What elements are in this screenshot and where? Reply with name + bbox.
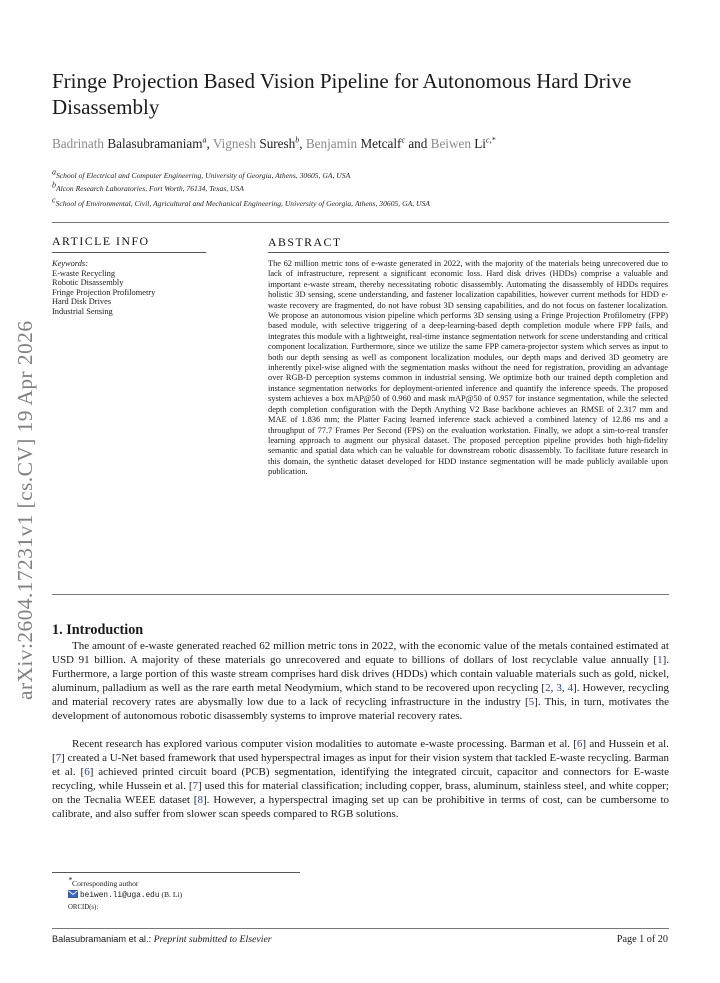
body-text: ] created a U-Net based framework that used hyperspectral images as input for their vision system that tackled E-waste recycling. Barman et al. [ bbox=[52, 751, 669, 778]
citation-link[interactable]: 6 bbox=[576, 738, 583, 750]
orcid-line: ORCID(s): bbox=[68, 904, 99, 911]
keyword: Industrial Sensing bbox=[52, 306, 113, 316]
body-text: , bbox=[561, 681, 568, 694]
author-given-name: Benjamin bbox=[305, 136, 361, 151]
author bbox=[431, 136, 496, 151]
author-family-name: Metcalf bbox=[360, 136, 402, 151]
author bbox=[306, 136, 431, 151]
body-text: ]. However, recycling and material recovery rates are abysmally low due to a lack of recycling infrastructure in the industry [ bbox=[52, 681, 670, 708]
author bbox=[213, 136, 306, 151]
footer-rule bbox=[52, 928, 669, 929]
paper-title: Fringe Projection Based Vision Pipeline for Autonomous Hard Drive Disassembly bbox=[52, 69, 632, 119]
header-divider bbox=[52, 222, 669, 223]
author-family-name: Suresh bbox=[259, 136, 296, 151]
body-text: ]. However, a hyperspectral imaging set up can be prohibitive in terms of cost, can be cumbersome to calibrate, and also suffer from slower scan speeds compared to RGB solutions. bbox=[52, 793, 669, 820]
author bbox=[52, 136, 213, 151]
author-affiliation-marker: a bbox=[202, 135, 207, 145]
body-text: , bbox=[550, 681, 557, 694]
keywords-label: Keywords: bbox=[52, 259, 88, 268]
author-given-name: Vignesh bbox=[212, 136, 260, 151]
author-affiliation-marker: b bbox=[295, 135, 300, 145]
body-text: ]. This, in turn, motivates the development of autonomous robotic disassembly systems to improve material recovery rates. bbox=[52, 695, 669, 722]
citation-link[interactable]: 6 bbox=[84, 765, 90, 778]
arxiv-identifier: arXiv:2604.17231v1 [cs.CV] 19 Apr 2026 bbox=[13, 320, 37, 700]
page-number: Page 1 of 20 bbox=[616, 934, 668, 945]
intro-paragraph-2 bbox=[52, 738, 669, 821]
email-line: beiwen.li@uga.edu (B. Li) bbox=[68, 889, 182, 902]
email-link[interactable]: beiwen.li@uga.edu bbox=[80, 892, 160, 900]
body-text: ]. Furthermore, a large portion of this waste stream comprises hard disk drives (HDDs) which contain valuable materials such as gold, nickel, aluminum, palladium as well as the rare earth metal Neodymium, which stand to be recovered upon recycling [ bbox=[52, 653, 669, 694]
body-text: ] achieved printed circuit board (PCB) segmentation, identifying the integrated circuit, capacitor and connectors for E-waste recycling, while Hussein et al. [ bbox=[52, 765, 669, 792]
keyword: Fringe Projection Profilometry bbox=[52, 287, 156, 297]
footnote bbox=[68, 875, 183, 913]
body-text: Recent research has explored various computer vision modalities to automate e-waste processing. Barman et al. [ bbox=[72, 738, 577, 750]
abstract-divider bbox=[52, 594, 669, 595]
author-affiliation-marker: c,* bbox=[485, 135, 496, 145]
citation-link[interactable]: 2 bbox=[545, 681, 551, 694]
citation-link[interactable]: 1 bbox=[657, 653, 663, 666]
affiliation-a: $^a$School of Electrical and Computer Engineering, University of Georgia, Athens, 30605, GA, USA bbox=[52, 167, 351, 180]
abstract-text: The 62 million metric tons of e-waste generated in 2022, with the majority of the materials being unrecovered due to lack of infrastructure, represent a significant economic loss. Hard disk drives (HDDs) comprise a valuable and important e-waste stream, thereby necessitating robotic disassembly. Automating the disassembly of HDDs requires holistic 3D sensing, scene understanding, and fastener localization capabilities, however current methods for HDD e-waste recovery are fragmented, do not have robust 3D sensing capabilities, and do not focus on fastener localization. We propose an autonomous vision pipeline which performs 3D sensing using a Fringe Projection Profilometry (FPP) based module, with selective triggering of a deep-learning-based depth completion module where FPP fails, and integrates this module with a lightweight, real-time instance segmentation network for scene understanding and critical component localization. Furthermore, since we utilize the same FPP camera-projector system which serves as input to both our depth sensing as well as component localization modules, our depth maps and derived 3D geometry are inherently pixel-wise aligned with the segmentation masks without the need for registration, providing an advantage over RGB-D perception systems common in industrial sensing. We optimize both our trained depth completion and instance segmentation networks for deployment-oriented inference and quantify the inference speeds. The proposed system achieves a box mAP@50 of 0.960 and mask mAP@50 of 0.957 for instance segmentation, while the selected depth completion configuration with the Depth Anything V2 Base backbone achieves an RMSE of 2.317 mm and MAE of 1.836 mm; the Platter Facing learned inference stack achieved a combined latency of 12.86 ms and a throughput of 77.7 Frames Per Second (FPS) on the evaluation workstation. Finally, we adopt a sim-to-real transfer learning approach to augment our physical dataset. The proposed perception pipeline provides both high-fidelity semantic and spatial data which can be valuable for downstream robotic disassembly. To facilitate future research in this domain, the synthetic dataset developed for HDD instance segmentation will be made publicly available upon publication. bbox=[268, 259, 668, 477]
author-affiliation-marker: c bbox=[401, 135, 406, 145]
affiliation-c: $^c$School of Environmental, Civil, Agricultural and Mechanical Engineering, University of Georgia, Athens, 30605, GA, USA bbox=[52, 195, 430, 208]
body-text: ] and Hussein et al. [ bbox=[52, 738, 669, 764]
footer-citation: Balasubramaniam et al.: Preprint submitted to Elsevier bbox=[52, 934, 272, 945]
intro-paragraph-1 bbox=[52, 640, 669, 723]
envelope-icon bbox=[68, 890, 78, 901]
section-heading-introduction: 1. Introduction bbox=[52, 622, 144, 638]
author-separator: , bbox=[299, 136, 306, 151]
footnote-rule bbox=[52, 872, 300, 873]
keyword: Hard Disk Drives bbox=[52, 297, 112, 307]
article-info-heading: ARTICLE INFO bbox=[52, 234, 150, 248]
author-given-name: Badrinath bbox=[52, 136, 108, 151]
keywords-block bbox=[52, 259, 212, 317]
citation-link[interactable]: 3 bbox=[556, 681, 562, 694]
author-separator: and bbox=[405, 136, 431, 151]
corresponding-author-note: *Corresponding author bbox=[68, 875, 139, 888]
author-separator: , bbox=[206, 136, 213, 151]
author-list bbox=[52, 136, 672, 152]
body-text: The amount of e-waste generated reached 62 million metric tons in 2022, with the economic value of the metals contained estimated at USD 91 billion. A majority of these materials go unrecovered and equate to billions of dollars of lost recyclable value annually [ bbox=[52, 640, 669, 666]
author-family-name: Li bbox=[474, 136, 486, 151]
article-info-rule bbox=[52, 252, 206, 253]
author-family-name: Balasubramaniam bbox=[107, 136, 203, 151]
abstract-rule bbox=[268, 252, 669, 253]
citation-link[interactable]: 5 bbox=[528, 695, 535, 708]
citation-link[interactable]: 4 bbox=[567, 681, 574, 694]
keyword: Robotic Disassembly bbox=[52, 278, 124, 288]
affiliation-b: $^b$Alcon Research Laboratories, Fort Worth, 76134, Texas, USA bbox=[52, 180, 244, 193]
author-given-name: Beiwen bbox=[430, 136, 475, 151]
citation-link[interactable]: 7 bbox=[192, 779, 199, 792]
body-text: ] used this for material classification; including copper, brass, aluminum, stainless steel, and white copper; on the Tecnalia WEEE dataset [ bbox=[52, 779, 669, 806]
citation-link[interactable]: 8 bbox=[197, 793, 203, 806]
citation-link[interactable]: 7 bbox=[55, 751, 62, 764]
abstract-heading: ABSTRACT bbox=[268, 235, 342, 249]
keyword: E-waste Recycling bbox=[52, 268, 116, 278]
